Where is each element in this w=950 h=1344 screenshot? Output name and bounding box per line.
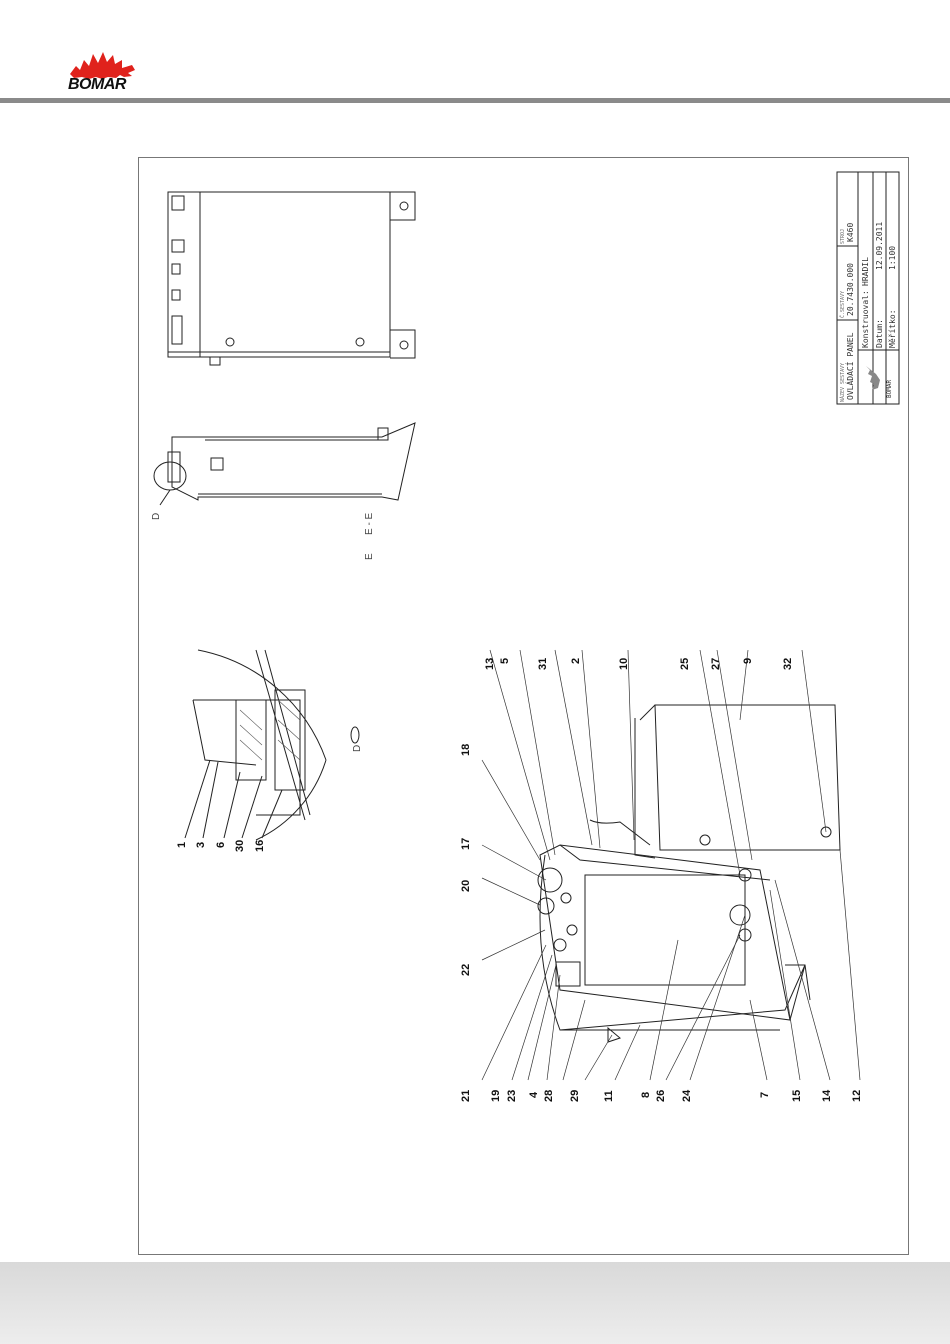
detail-callout-16: 16 bbox=[254, 839, 266, 852]
callout-20: 20 bbox=[460, 879, 472, 892]
tb-datum-label: Datum: bbox=[875, 319, 884, 348]
callout-8: 8 bbox=[640, 1091, 652, 1098]
cabinet-isometric-drawing bbox=[538, 705, 840, 1042]
callout-22: 22 bbox=[460, 963, 472, 976]
title-block-logo-icon bbox=[862, 362, 886, 396]
callout-14: 14 bbox=[821, 1089, 833, 1102]
callout-10: 10 bbox=[618, 657, 630, 670]
tb-field2-value: 20.7430.000 bbox=[846, 263, 855, 316]
detail-callout-30: 30 bbox=[234, 839, 246, 852]
top-view-drawing bbox=[168, 192, 415, 365]
callout-leaders bbox=[482, 650, 860, 1080]
section-label-e-e: E - E bbox=[364, 512, 375, 535]
tb-field1-value: OVLÁDACÍ PANEL bbox=[846, 332, 855, 400]
tb-konstruoval-label: Konstruoval: bbox=[861, 290, 870, 348]
callout-12: 12 bbox=[851, 1089, 863, 1102]
callout-19: 19 bbox=[490, 1089, 502, 1102]
callout-18: 18 bbox=[460, 743, 472, 756]
detail-callout-3: 3 bbox=[195, 841, 207, 848]
tb-konstruoval-value: HRADIL bbox=[861, 257, 870, 286]
callout-11: 11 bbox=[603, 1090, 615, 1102]
callout-32: 32 bbox=[782, 657, 794, 670]
tb-datum-value: 12.09.2011 bbox=[875, 221, 884, 270]
tb-meritko-label: Měřítko: bbox=[888, 309, 897, 348]
callout-9: 9 bbox=[742, 657, 754, 664]
callout-4: 4 bbox=[528, 1091, 540, 1098]
section-label-e: E bbox=[364, 553, 375, 560]
callout-15: 15 bbox=[791, 1089, 803, 1102]
callout-21: 21 bbox=[460, 1089, 472, 1102]
callout-24: 24 bbox=[681, 1089, 693, 1102]
section-label-d-top: D bbox=[151, 512, 162, 520]
callout-28: 28 bbox=[543, 1089, 555, 1102]
callout-26: 26 bbox=[655, 1089, 667, 1102]
detail-callout-1: 1 bbox=[176, 841, 188, 848]
callout-31: 31 bbox=[537, 657, 549, 670]
section-e-drawing bbox=[154, 423, 415, 505]
callout-25: 25 bbox=[679, 657, 691, 670]
callout-23: 23 bbox=[506, 1089, 518, 1102]
callout-29: 29 bbox=[569, 1089, 581, 1102]
callout-17: 17 bbox=[460, 837, 472, 850]
callout-2: 2 bbox=[570, 657, 582, 664]
tb-field2-label: Č.SESTAVY bbox=[840, 290, 846, 318]
page-footer bbox=[0, 1262, 950, 1344]
callout-27: 27 bbox=[710, 657, 722, 670]
callout-5: 5 bbox=[499, 657, 511, 664]
tb-field3-label: STROJ bbox=[840, 228, 846, 244]
callout-7: 7 bbox=[759, 1091, 771, 1098]
section-label-d-detail: D bbox=[352, 744, 363, 752]
detail-d-drawing bbox=[185, 650, 359, 840]
tb-logo-text: BOMAR bbox=[886, 379, 893, 398]
detail-callout-6: 6 bbox=[215, 841, 227, 848]
brand-logo-text: BOMAR bbox=[68, 76, 126, 93]
tb-meritko-value: 1:100 bbox=[888, 245, 897, 270]
tb-field3-value: K460 bbox=[846, 222, 855, 242]
callout-13: 13 bbox=[484, 657, 496, 670]
tb-field1-label: NÁZEV SESTAVY bbox=[840, 362, 846, 402]
